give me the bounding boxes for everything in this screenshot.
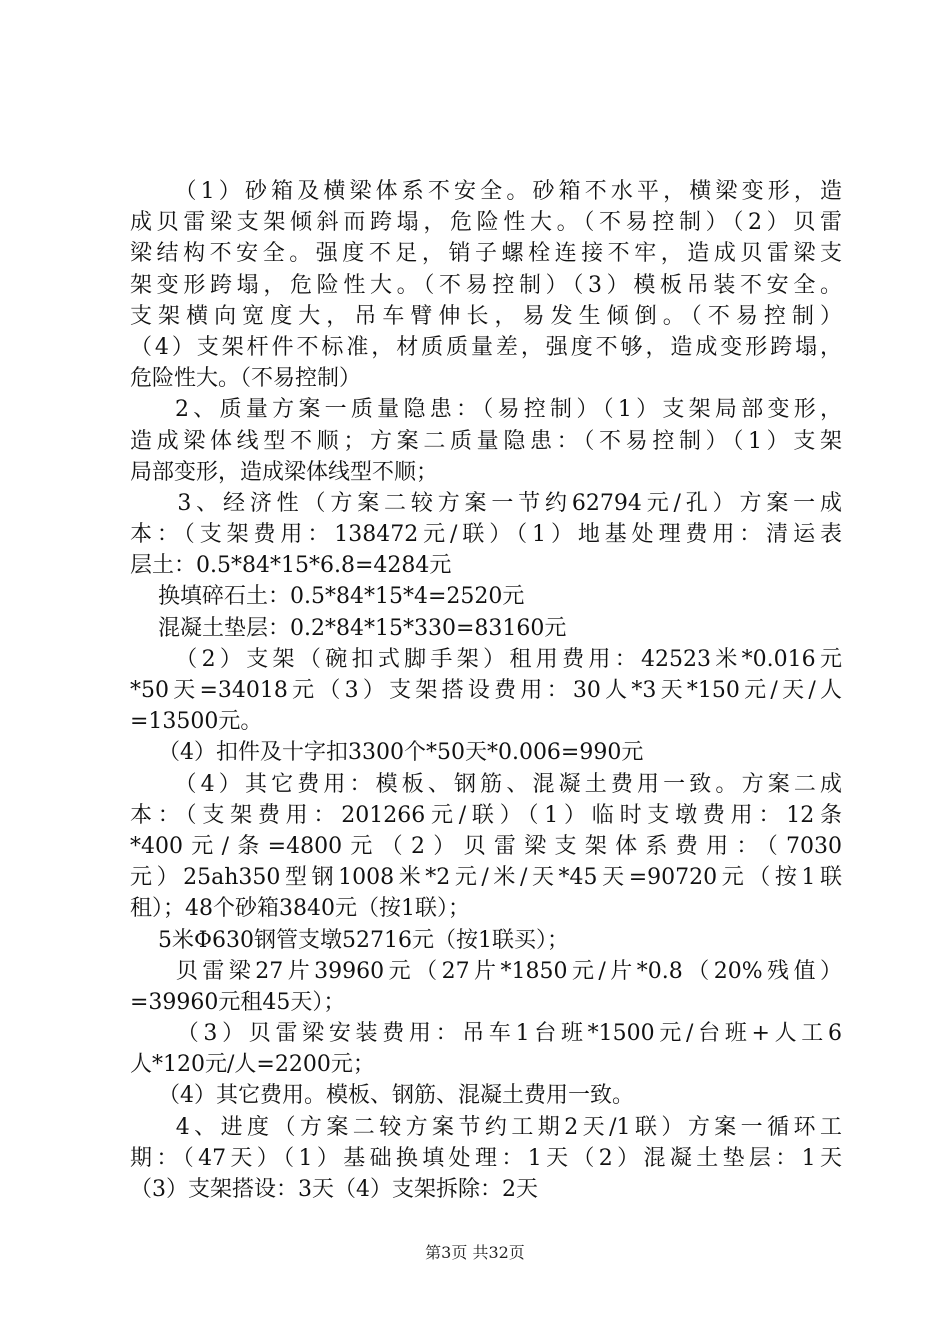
text-line: 支架横向宽度大，吊车臂伸长，易发生倾倒。（不易控制）	[130, 303, 842, 329]
text-line: 4、进度（方案二较方案节约工期2天/1联）方案一循环工	[130, 1114, 842, 1140]
text-line: （3）贝雷梁安装费用：吊车1台班*1500元/台班+人工6	[130, 1021, 842, 1047]
text-line: 架变形跨塌，危险性大。（不易控制）（3）模板吊装不安全。	[130, 272, 842, 298]
text-line: （4）扣件及十字扣3300个*50天*0.006=990元	[130, 740, 644, 766]
text-line: 3、经济性（方案二较方案一节约62794元/孔）方案一成	[130, 490, 842, 516]
text-line: 梁结构不安全。强度不足，销子螺栓连接不牢，造成贝雷梁支	[130, 241, 842, 267]
text-line: =39960元租45天）；	[130, 989, 346, 1015]
text-line: 人*120元/人=2200元；	[130, 1052, 375, 1078]
text-line: 混凝土垫层：0.2*84*15*330=83160元	[130, 615, 567, 641]
text-line: （2）支架（碗扣式脚手架）租用费用：42523米*0.016元	[130, 646, 842, 672]
text-line: （4）支架杆件不标准，材质质量差，强度不够，造成变形跨塌，	[130, 334, 842, 360]
text-line: 造成梁体线型不顺；方案二质量隐患：（不易控制）（1）支架	[130, 428, 842, 454]
text-line: =13500元。	[130, 709, 263, 735]
text-line: 贝雷梁27片39960元（27片*1850元/片*0.8（20%残值）	[130, 958, 842, 984]
text-line: 5米Φ630钢管支墩52716元（按1联买）；	[130, 927, 569, 953]
text-line: （3）支架搭设：3天（4）支架拆除：2天	[130, 1177, 538, 1202]
text-line: （4）其它费用。模板、钢筋、混凝土费用一致。	[130, 1083, 634, 1109]
text-line: 元）25ah350型钢1008米*2元/米/天*45天=90720元（按1联	[130, 865, 842, 891]
body-text	[130, 176, 842, 1205]
text-line: 本：（支架费用：201266元/联）（1）临时支墩费用：12条	[130, 802, 842, 828]
text-line: 层土：0.5*84*15*6.8=4284元	[130, 553, 452, 579]
text-line: *50天=34018元（3）支架搭设费用：30人*3天*150元/天/人	[130, 678, 842, 703]
text-line: 成贝雷梁支架倾斜而跨塌，危险性大。（不易控制）（2）贝雷	[130, 210, 842, 236]
text-line: （1）砂箱及横梁体系不安全。砂箱不水平，横梁变形，造	[130, 179, 842, 204]
text-line: 换填碎石土：0.5*84*15*4=2520元	[130, 584, 525, 610]
text-line: （4）其它费用：模板、钢筋、混凝土费用一致。方案二成	[130, 771, 842, 797]
text-line: *400元/条=4800元（2）贝雷梁支架体系费用：（7030	[130, 833, 842, 859]
text-line: 租）；48个砂箱3840元（按1联）；	[130, 896, 470, 922]
text-line: 局部变形，造成梁体线型不顺；	[130, 459, 439, 485]
text-line: 本：（支架费用：138472元/联）（1）地基处理费用：清运表	[130, 522, 842, 548]
text-line: 2、质量方案一质量隐患：（易控制）（1）支架局部变形，	[130, 397, 842, 423]
text-line: 危险性大。（不易控制）	[130, 366, 362, 392]
page-number-footer: 第3页 共32页	[425, 1243, 525, 1262]
text-line: 期：（47天）（1）基础换填处理：1天（2）混凝土垫层：1天	[130, 1145, 842, 1171]
